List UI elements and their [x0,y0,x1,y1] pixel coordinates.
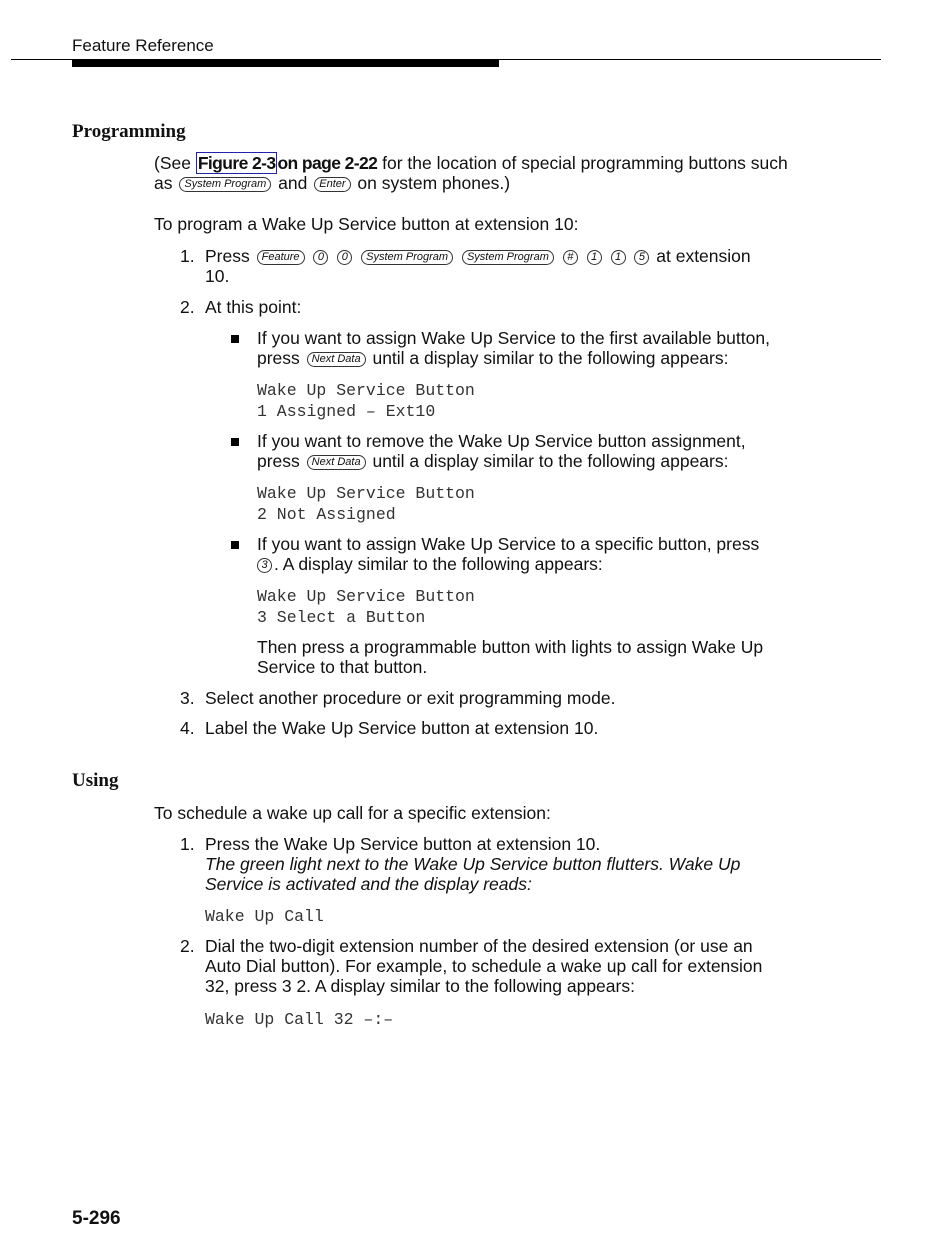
figure-ref[interactable]: Figure 2-3 [197,153,276,173]
five-key-icon: 5 [634,250,649,265]
see-prefix: (See [154,153,196,173]
hash-key-icon: # [563,250,578,265]
press-word: Press [205,246,250,266]
bullet-icon [231,438,239,446]
bullet3-rest: . A display similar to the following appears: [274,554,603,574]
enter-key-icon: Enter [314,177,350,192]
system-program-key-icon: System Program [462,250,554,265]
page-ref[interactable]: on page 2-22 [277,153,378,173]
page-number: 5-296 [72,1208,121,1229]
using-step2-line3: 32, press 3 2. A display similar to the following appears: [205,976,635,996]
then-line1: Then press a programmable button with lights to assign Wake Up [257,637,764,657]
bullet1-line1: If you want to assign Wake Up Service to the first available button, [257,328,770,348]
bullet-icon [231,541,239,549]
bullet-icon [231,335,239,343]
see-rest: for the location of special programming buttons such [382,153,788,173]
using-heading: Using [72,770,119,791]
step-number: 4. [180,718,195,738]
step4-text: Label the Wake Up Service button at extension 10. [205,718,599,738]
display-line: 2 Not Assigned [257,505,396,524]
display-line: Wake Up Service Button [257,381,475,400]
bullet1-line2 [257,348,728,368]
one-key-icon: 1 [587,250,602,265]
system-phones-line [154,173,510,193]
bullet3-line1: If you want to assign Wake Up Service to a specific button, press [257,534,760,554]
step-number: 3. [180,688,195,708]
step3-text: Select another procedure or exit programming mode. [205,688,616,708]
program-intro: To program a Wake Up Service button at extension 10: [154,214,579,234]
press-word: press [257,348,300,368]
next-data-key-icon: Next Data [307,352,366,367]
step-number: 1. [180,246,195,266]
using-step1-result-line2: Service is activated and the display reads: [205,874,532,894]
display-line: 1 Assigned – Ext10 [257,402,436,421]
next-data-key-icon: Next Data [307,455,366,470]
display-line: Wake Up Call [205,907,324,926]
using-step1-text: Press the Wake Up Service button at extension 10. [205,834,601,854]
and-word: and [278,173,308,193]
using-step2-line1: Dial the two-digit extension number of the desired extension (or use an [205,936,753,956]
press-word: press [257,451,300,471]
bullet3-line2 [257,554,603,574]
running-header: Feature Reference [72,36,214,55]
step2-text: At this point: [205,297,302,317]
using-intro: To schedule a wake up call for a specific extension: [154,803,551,823]
then-line2: Service to that button. [257,657,428,677]
bullet2-line2 [257,451,728,471]
see-figure-line [154,153,788,173]
display-line: Wake Up Service Button [257,587,475,606]
step-number: 2. [180,297,195,317]
using-step1-result-line1: The green light next to the Wake Up Service button flutters. Wake Up [205,854,741,874]
display-line: Wake Up Service Button [257,484,475,503]
as-word: as [154,173,173,193]
bullet1-rest: until a display similar to the following appears: [372,348,729,368]
system-program-key-icon: System Program [179,177,271,192]
display-line: Wake Up Call 32 –:– [205,1010,394,1029]
step-number: 2. [180,936,195,956]
feature-key-icon: Feature [257,250,305,265]
step-number: 1. [180,834,195,854]
system-program-key-icon: System Program [361,250,453,265]
three-key-icon: 3 [257,558,272,573]
zero-key-icon: 0 [313,250,328,265]
step1-continued: 10. [205,266,230,286]
one-key-icon: 1 [611,250,626,265]
header-bar [72,60,499,67]
step1-line [205,246,751,266]
using-step2-line2: Auto Dial button). For example, to schedule a wake up call for extension [205,956,763,976]
at-extension-text: at extension [656,246,751,266]
display-line: 3 Select a Button [257,608,426,627]
zero-key-icon: 0 [337,250,352,265]
programming-heading: Programming [72,121,186,142]
bullet2-line1: If you want to remove the Wake Up Service button assignment, [257,431,746,451]
bullet2-rest: until a display similar to the following appears: [372,451,729,471]
on-phones-text: on system phones.) [357,173,511,193]
figure-link[interactable] [196,152,377,174]
